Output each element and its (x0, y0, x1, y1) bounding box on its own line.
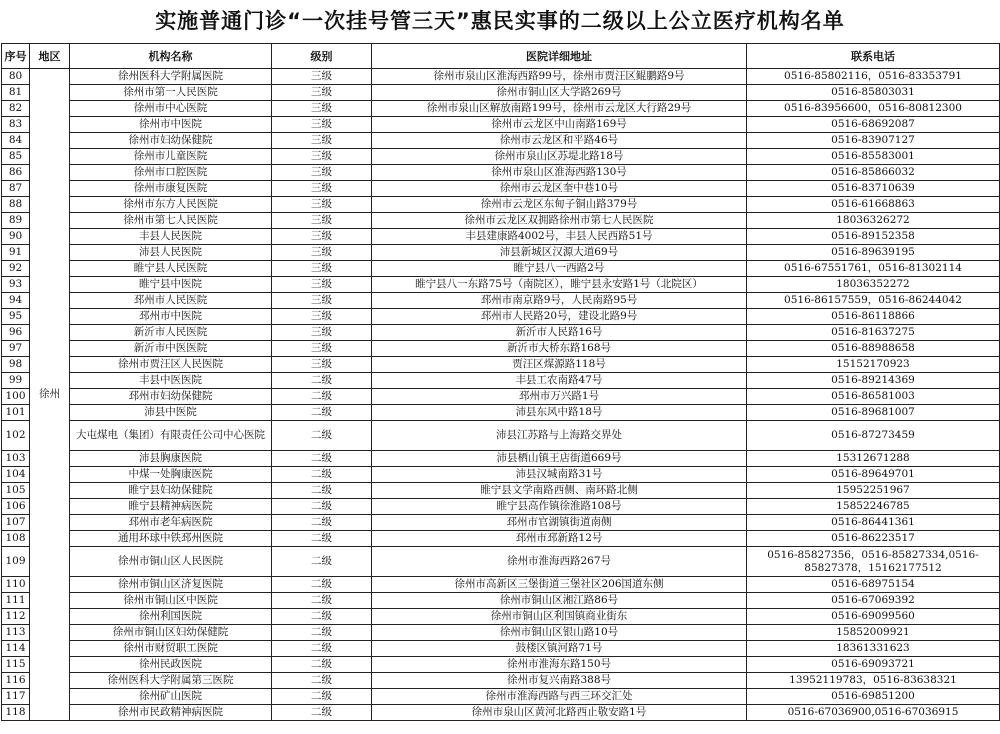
cell-serial-number: 105 (2, 483, 30, 499)
cell-serial-number: 95 (2, 309, 30, 325)
cell-serial-number: 84 (2, 133, 30, 149)
cell-serial-number: 82 (2, 101, 30, 117)
cell-serial-number: 97 (2, 341, 30, 357)
cell-phone: 0516-67551761，0516-81302114 (747, 261, 1000, 277)
cell-address: 徐州市泉山区淮海西路99号，徐州市贾汪区鲲鹏路9号 (372, 69, 747, 85)
cell-institution-name: 徐州市铜山区济复医院 (70, 577, 272, 593)
cell-address: 邳州市人民路20号，建设北路9号 (372, 309, 747, 325)
table-row (2, 325, 1000, 341)
cell-level: 二级 (272, 389, 372, 405)
cell-level: 三级 (272, 357, 372, 373)
table-row (2, 357, 1000, 373)
cell-institution-name: 徐州市中心医院 (70, 101, 272, 117)
cell-level: 三级 (272, 261, 372, 277)
cell-level: 三级 (272, 85, 372, 101)
cell-level: 二级 (272, 705, 372, 721)
cell-level: 二级 (272, 593, 372, 609)
cell-phone: 18361331623 (747, 641, 1000, 657)
header-institution-name: 机构名称 (70, 44, 272, 69)
cell-institution-name: 邳州市人民医院 (70, 293, 272, 309)
cell-address: 丰县建康路4002号，丰县人民西路51号 (372, 229, 747, 245)
cell-level: 二级 (272, 689, 372, 705)
cell-institution-name: 通用环球中铁邳州医院 (70, 531, 272, 547)
cell-address: 鼓楼区镇河路71号 (372, 641, 747, 657)
cell-level: 二级 (272, 609, 372, 625)
cell-institution-name: 徐州市财贸职工医院 (70, 641, 272, 657)
cell-phone: 0516-69851200 (747, 689, 1000, 705)
header-serial-number: 序号 (2, 44, 30, 69)
cell-address: 贾汪区煤源路118号 (372, 357, 747, 373)
table-row (2, 245, 1000, 261)
cell-address: 徐州市云龙区奎中巷10号 (372, 181, 747, 197)
cell-serial-number: 115 (2, 657, 30, 673)
table-row (2, 657, 1000, 673)
table-row (2, 515, 1000, 531)
cell-phone: 13952119783，0516-83638321 (747, 673, 1000, 689)
cell-level: 二级 (272, 577, 372, 593)
cell-serial-number: 107 (2, 515, 30, 531)
cell-phone: 0516-89152358 (747, 229, 1000, 245)
cell-phone: 0516-86441361 (747, 515, 1000, 531)
cell-serial-number: 114 (2, 641, 30, 657)
cell-level: 三级 (272, 245, 372, 261)
cell-level: 二级 (272, 547, 372, 577)
cell-institution-name: 徐州市民政精神病医院 (70, 705, 272, 721)
cell-phone: 0516-85827356，0516-85827334,0516-85827378，15162177512 (747, 547, 1000, 577)
cell-institution-name: 徐州市铜山区中医院 (70, 593, 272, 609)
cell-phone: 18036352272 (747, 277, 1000, 293)
cell-phone: 0516-85583001 (747, 149, 1000, 165)
cell-institution-name: 徐州医科大学附属医院 (70, 69, 272, 85)
cell-address: 徐州市淮海西路与西三环交汇处 (372, 689, 747, 705)
table-row (2, 673, 1000, 689)
cell-level: 二级 (272, 405, 372, 421)
table-row (2, 261, 1000, 277)
cell-level: 三级 (272, 325, 372, 341)
cell-serial-number: 116 (2, 673, 30, 689)
cell-address: 徐州市云龙区中山南路169号 (372, 117, 747, 133)
cell-address: 邳州市万兴路1号 (372, 389, 747, 405)
cell-address: 沛县汉城南路31号 (372, 467, 747, 483)
cell-institution-name: 徐州市第七人民医院 (70, 213, 272, 229)
cell-phone: 0516-67069392 (747, 593, 1000, 609)
cell-phone: 15852246785 (747, 499, 1000, 515)
cell-serial-number: 100 (2, 389, 30, 405)
cell-institution-name: 邳州市老年病医院 (70, 515, 272, 531)
cell-serial-number: 113 (2, 625, 30, 641)
table-row (2, 197, 1000, 213)
cell-institution-name: 徐州市口腔医院 (70, 165, 272, 181)
cell-phone: 15152170923 (747, 357, 1000, 373)
cell-institution-name: 睢宁县人民医院 (70, 261, 272, 277)
cell-address: 徐州市云龙区东甸子铜山路379号 (372, 197, 747, 213)
table-row (2, 451, 1000, 467)
cell-institution-name: 徐州市铜山区妇幼保健院 (70, 625, 272, 641)
cell-phone: 0516-86223517 (747, 531, 1000, 547)
table-header-row (2, 44, 1000, 69)
cell-serial-number: 109 (2, 547, 30, 577)
header-address: 医院详细地址 (372, 44, 747, 69)
table-row (2, 467, 1000, 483)
cell-level: 三级 (272, 229, 372, 245)
cell-level: 二级 (272, 625, 372, 641)
cell-institution-name: 邳州市妇幼保健院 (70, 389, 272, 405)
cell-serial-number: 87 (2, 181, 30, 197)
cell-level: 二级 (272, 499, 372, 515)
cell-serial-number: 99 (2, 373, 30, 389)
table-row (2, 309, 1000, 325)
table-row (2, 341, 1000, 357)
cell-level: 三级 (272, 117, 372, 133)
cell-serial-number: 108 (2, 531, 30, 547)
cell-serial-number: 106 (2, 499, 30, 515)
cell-address: 睢宁县八一西路2号 (372, 261, 747, 277)
table-row (2, 689, 1000, 705)
cell-address: 徐州市云龙区双拥路徐州市第七人民医院 (372, 213, 747, 229)
cell-level: 三级 (272, 133, 372, 149)
cell-phone: 18036326272 (747, 213, 1000, 229)
page-title: 实施普通门诊“一次挂号管三天”惠民实事的二级以上公立医疗机构名单 (155, 9, 845, 33)
cell-address: 沛县栖山镇王店街道669号 (372, 451, 747, 467)
table-row (2, 531, 1000, 547)
cell-serial-number: 85 (2, 149, 30, 165)
cell-institution-name: 沛县胸康医院 (70, 451, 272, 467)
table-row (2, 421, 1000, 451)
cell-address: 沛县东风中路18号 (372, 405, 747, 421)
table-row (2, 181, 1000, 197)
cell-level: 二级 (272, 483, 372, 499)
cell-serial-number: 98 (2, 357, 30, 373)
cell-institution-name: 睢宁县中医院 (70, 277, 272, 293)
cell-phone: 0516-81637275 (747, 325, 1000, 341)
cell-institution-name: 沛县人民医院 (70, 245, 272, 261)
cell-address: 徐州市泉山区淮海西路130号 (372, 165, 747, 181)
cell-level: 二级 (272, 515, 372, 531)
cell-level: 三级 (272, 293, 372, 309)
cell-institution-name: 徐州市儿童医院 (70, 149, 272, 165)
cell-phone: 0516-85803031 (747, 85, 1000, 101)
cell-institution-name: 邳州市中医院 (70, 309, 272, 325)
cell-phone: 0516-86157559，0516-86244042 (747, 293, 1000, 309)
cell-address: 徐州市云龙区和平路46号 (372, 133, 747, 149)
cell-phone: 0516-83710639 (747, 181, 1000, 197)
cell-institution-name: 徐州市铜山区人民医院 (70, 547, 272, 577)
cell-phone: 0516-69099560 (747, 609, 1000, 625)
cell-phone: 0516-67036900,0516-67036915 (747, 705, 1000, 721)
cell-serial-number: 94 (2, 293, 30, 309)
cell-phone: 15312671288 (747, 451, 1000, 467)
cell-address: 徐州市泉山区解放南路199号，徐州市云龙区大行路29号 (372, 101, 747, 117)
cell-institution-name: 丰县人民医院 (70, 229, 272, 245)
cell-institution-name: 徐州市康复医院 (70, 181, 272, 197)
cell-phone: 0516-88988658 (747, 341, 1000, 357)
table-row (2, 277, 1000, 293)
cell-address: 沛县新城区汉源大道69号 (372, 245, 747, 261)
cell-level: 二级 (272, 421, 372, 451)
cell-level: 二级 (272, 641, 372, 657)
cell-address: 徐州市泉山区黄河北路西止敬安路1号 (372, 705, 747, 721)
cell-address: 新沂市人民路16号 (372, 325, 747, 341)
cell-level: 三级 (272, 165, 372, 181)
table-row (2, 293, 1000, 309)
cell-serial-number: 102 (2, 421, 30, 451)
header-region: 地区 (30, 44, 70, 69)
cell-serial-number: 110 (2, 577, 30, 593)
cell-serial-number: 103 (2, 451, 30, 467)
cell-serial-number: 80 (2, 69, 30, 85)
cell-phone: 0516-89681007 (747, 405, 1000, 421)
cell-phone: 0516-68975154 (747, 577, 1000, 593)
cell-serial-number: 111 (2, 593, 30, 609)
cell-institution-name: 中煤一处胸康医院 (70, 467, 272, 483)
table-row (2, 101, 1000, 117)
cell-serial-number: 88 (2, 197, 30, 213)
cell-level: 二级 (272, 673, 372, 689)
table-row (2, 85, 1000, 101)
cell-phone: 0516-85866032 (747, 165, 1000, 181)
cell-institution-name: 徐州市中医院 (70, 117, 272, 133)
table-row (2, 389, 1000, 405)
table-row (2, 405, 1000, 421)
cell-serial-number: 89 (2, 213, 30, 229)
cell-level: 三级 (272, 197, 372, 213)
cell-phone: 0516-69093721 (747, 657, 1000, 673)
cell-level: 三级 (272, 277, 372, 293)
cell-phone: 0516-68692087 (747, 117, 1000, 133)
table-row (2, 641, 1000, 657)
cell-phone: 0516-89214369 (747, 373, 1000, 389)
cell-phone: 15852009921 (747, 625, 1000, 641)
cell-institution-name: 徐州医科大学附属第三医院 (70, 673, 272, 689)
table-row (2, 609, 1000, 625)
table-row (2, 229, 1000, 245)
cell-institution-name: 徐州市东方人民医院 (70, 197, 272, 213)
table-row (2, 133, 1000, 149)
table-row (2, 577, 1000, 593)
cell-serial-number: 92 (2, 261, 30, 277)
cell-address: 徐州市铜山区湘江路86号 (372, 593, 747, 609)
cell-phone: 15952251967 (747, 483, 1000, 499)
table-row (2, 165, 1000, 181)
table-body (2, 69, 1000, 721)
table-row (2, 373, 1000, 389)
cell-address: 徐州市铜山区银山路10号 (372, 625, 747, 641)
cell-serial-number: 104 (2, 467, 30, 483)
cell-institution-name: 徐州市妇幼保健院 (70, 133, 272, 149)
table-row (2, 547, 1000, 577)
cell-phone: 0516-87273459 (747, 421, 1000, 451)
cell-address: 睢宁县八一东路75号（南院区），睢宁县永安路1号（北院区） (372, 277, 747, 293)
cell-serial-number: 112 (2, 609, 30, 625)
cell-serial-number: 93 (2, 277, 30, 293)
cell-serial-number: 86 (2, 165, 30, 181)
cell-institution-name: 大屯煤电（集团）有限责任公司中心医院 (70, 421, 272, 451)
cell-level: 三级 (272, 101, 372, 117)
header-level: 级别 (272, 44, 372, 69)
cell-address: 丰县工农南路47号 (372, 373, 747, 389)
table-row (2, 69, 1000, 85)
table-row (2, 499, 1000, 515)
cell-level: 二级 (272, 373, 372, 389)
cell-serial-number: 117 (2, 689, 30, 705)
cell-address: 徐州市复兴南路388号 (372, 673, 747, 689)
cell-serial-number: 83 (2, 117, 30, 133)
cell-institution-name: 徐州矿山医院 (70, 689, 272, 705)
cell-address: 睢宁县文学南路西侧、南环路北侧 (372, 483, 747, 499)
cell-address: 沛县江苏路与上海路交界处 (372, 421, 747, 451)
cell-serial-number: 118 (2, 705, 30, 721)
cell-serial-number: 101 (2, 405, 30, 421)
cell-level: 二级 (272, 531, 372, 547)
cell-institution-name: 徐州市第一人民医院 (70, 85, 272, 101)
cell-address: 新沂市大桥东路168号 (372, 341, 747, 357)
cell-address: 徐州市泉山区苏堤北路18号 (372, 149, 747, 165)
cell-level: 三级 (272, 149, 372, 165)
cell-address: 徐州市淮海西路267号 (372, 547, 747, 577)
table-row (2, 483, 1000, 499)
cell-level: 二级 (272, 451, 372, 467)
cell-institution-name: 新沂市人民医院 (70, 325, 272, 341)
cell-serial-number: 96 (2, 325, 30, 341)
cell-level: 二级 (272, 657, 372, 673)
cell-phone: 0516-89639195 (747, 245, 1000, 261)
cell-address: 睢宁县高作镇徐淮路108号 (372, 499, 747, 515)
cell-address: 徐州市高新区三堡街道三堡社区206国道东侧 (372, 577, 747, 593)
cell-serial-number: 91 (2, 245, 30, 261)
cell-institution-name: 徐州市贾汪区人民医院 (70, 357, 272, 373)
cell-address: 邳州市南京路9号，人民南路95号 (372, 293, 747, 309)
table-row (2, 149, 1000, 165)
cell-phone: 0516-86118866 (747, 309, 1000, 325)
cell-level: 三级 (272, 213, 372, 229)
table-row (2, 213, 1000, 229)
cell-level: 三级 (272, 69, 372, 85)
table-row (2, 117, 1000, 133)
cell-institution-name: 新沂市中医医院 (70, 341, 272, 357)
table-row (2, 625, 1000, 641)
cell-institution-name: 徐州民政医院 (70, 657, 272, 673)
cell-institution-name: 睢宁县精神病医院 (70, 499, 272, 515)
table-row (2, 705, 1000, 721)
cell-address: 徐州市淮海东路150号 (372, 657, 747, 673)
cell-level: 二级 (272, 467, 372, 483)
cell-institution-name: 丰县中医医院 (70, 373, 272, 389)
cell-serial-number: 81 (2, 85, 30, 101)
cell-level: 三级 (272, 309, 372, 325)
cell-address: 徐州市铜山区大学路269号 (372, 85, 747, 101)
cell-level: 三级 (272, 341, 372, 357)
cell-institution-name: 沛县中医院 (70, 405, 272, 421)
cell-phone: 0516-61668863 (747, 197, 1000, 213)
cell-phone: 0516-86581003 (747, 389, 1000, 405)
cell-phone: 0516-85802116，0516-83353791 (747, 69, 1000, 85)
cell-phone: 0516-89649701 (747, 467, 1000, 483)
cell-address: 邳州市邳新路12号 (372, 531, 747, 547)
cell-phone: 0516-83907127 (747, 133, 1000, 149)
cell-region: 徐州 (30, 69, 70, 721)
table-row (2, 593, 1000, 609)
cell-address: 邳州市官湖镇街道南侧 (372, 515, 747, 531)
cell-serial-number: 90 (2, 229, 30, 245)
cell-address: 徐州市铜山区利国镇商业街东 (372, 609, 747, 625)
header-phone: 联系电话 (747, 44, 1000, 69)
hospital-table (1, 43, 1000, 721)
cell-level: 三级 (272, 181, 372, 197)
cell-phone: 0516-83956600，0516-80812300 (747, 101, 1000, 117)
cell-institution-name: 睢宁县妇幼保健院 (70, 483, 272, 499)
cell-institution-name: 徐州利国医院 (70, 609, 272, 625)
